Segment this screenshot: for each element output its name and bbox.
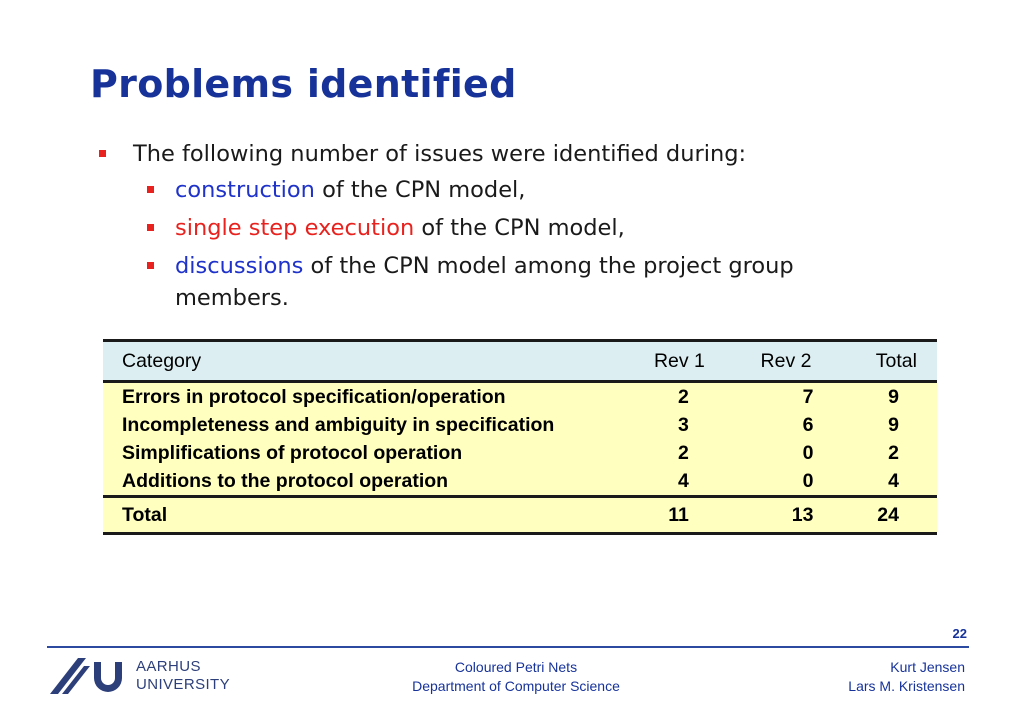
table-header-row [103, 341, 937, 382]
header-total: Total [829, 341, 937, 382]
issues-table [103, 339, 937, 535]
university-line2: UNIVERSITY [136, 676, 231, 693]
cell-category: Simplifications of protocol operation [103, 439, 612, 467]
table-total-row [103, 497, 937, 534]
bullet-list [0, 0, 1023, 330]
footer-center [380, 658, 652, 696]
page-number: 22 [952, 626, 967, 641]
cell-rev1: 3 [612, 411, 719, 439]
author-1: Kurt Jensen [890, 659, 965, 675]
sub-bullet-construction [175, 175, 525, 205]
bullet-main: The following number of issues were identified during: [133, 141, 747, 167]
highlight-single-step-execution: single step execution [175, 215, 415, 241]
total-total: 24 [829, 497, 937, 534]
table-row [103, 411, 937, 439]
cell-total: 9 [829, 411, 937, 439]
sub-bullet-single-step [175, 213, 625, 243]
university-line1: AARHUS [136, 658, 201, 675]
sub-bullet-text: of the CPN model among the project group [303, 253, 794, 279]
author-2: Lars M. Kristensen [848, 678, 965, 694]
table-row [103, 382, 937, 412]
cell-rev2: 6 [719, 411, 830, 439]
cell-total: 9 [829, 382, 937, 412]
cell-rev2: 0 [719, 467, 830, 497]
total-rev1: 11 [612, 497, 719, 534]
footer-authors [848, 658, 965, 696]
cell-rev1: 2 [612, 439, 719, 467]
department-name: Department of Computer Science [412, 678, 620, 694]
cell-total: 4 [829, 467, 937, 497]
cell-rev1: 4 [612, 467, 719, 497]
bullet-square-icon [99, 150, 106, 157]
header-rev1: Rev 1 [612, 341, 719, 382]
cell-rev1: 2 [612, 382, 719, 412]
sub-bullet-continuation: members. [175, 285, 289, 311]
header-rev2: Rev 2 [719, 341, 830, 382]
au-logo-icon [48, 656, 128, 694]
header-category: Category [103, 341, 612, 382]
cell-category: Incompleteness and ambiguity in specification [103, 411, 612, 439]
cell-total: 2 [829, 439, 937, 467]
sub-bullet-text: of the CPN model, [314, 177, 526, 203]
cell-rev2: 7 [719, 382, 830, 412]
total-rev2: 13 [719, 497, 830, 534]
cell-category: Errors in protocol specification/operation [103, 382, 612, 412]
bullet-square-icon [147, 224, 154, 231]
cell-rev2: 0 [719, 439, 830, 467]
highlight-discussions: discussions [175, 253, 304, 279]
bullet-square-icon [147, 186, 154, 193]
bullet-square-icon [147, 262, 154, 269]
footer-divider [47, 646, 969, 648]
cell-category: Additions to the protocol operation [103, 467, 612, 497]
course-name: Coloured Petri Nets [454, 659, 578, 675]
slide-title: Problems identified [90, 62, 517, 106]
university-name [136, 658, 230, 694]
sub-bullet-text: of the CPN model, [414, 215, 625, 241]
table-row [103, 439, 937, 467]
sub-bullet-discussions [175, 251, 794, 281]
highlight-construction: construction [175, 177, 315, 203]
total-label: Total [103, 497, 612, 534]
table-row [103, 467, 937, 497]
